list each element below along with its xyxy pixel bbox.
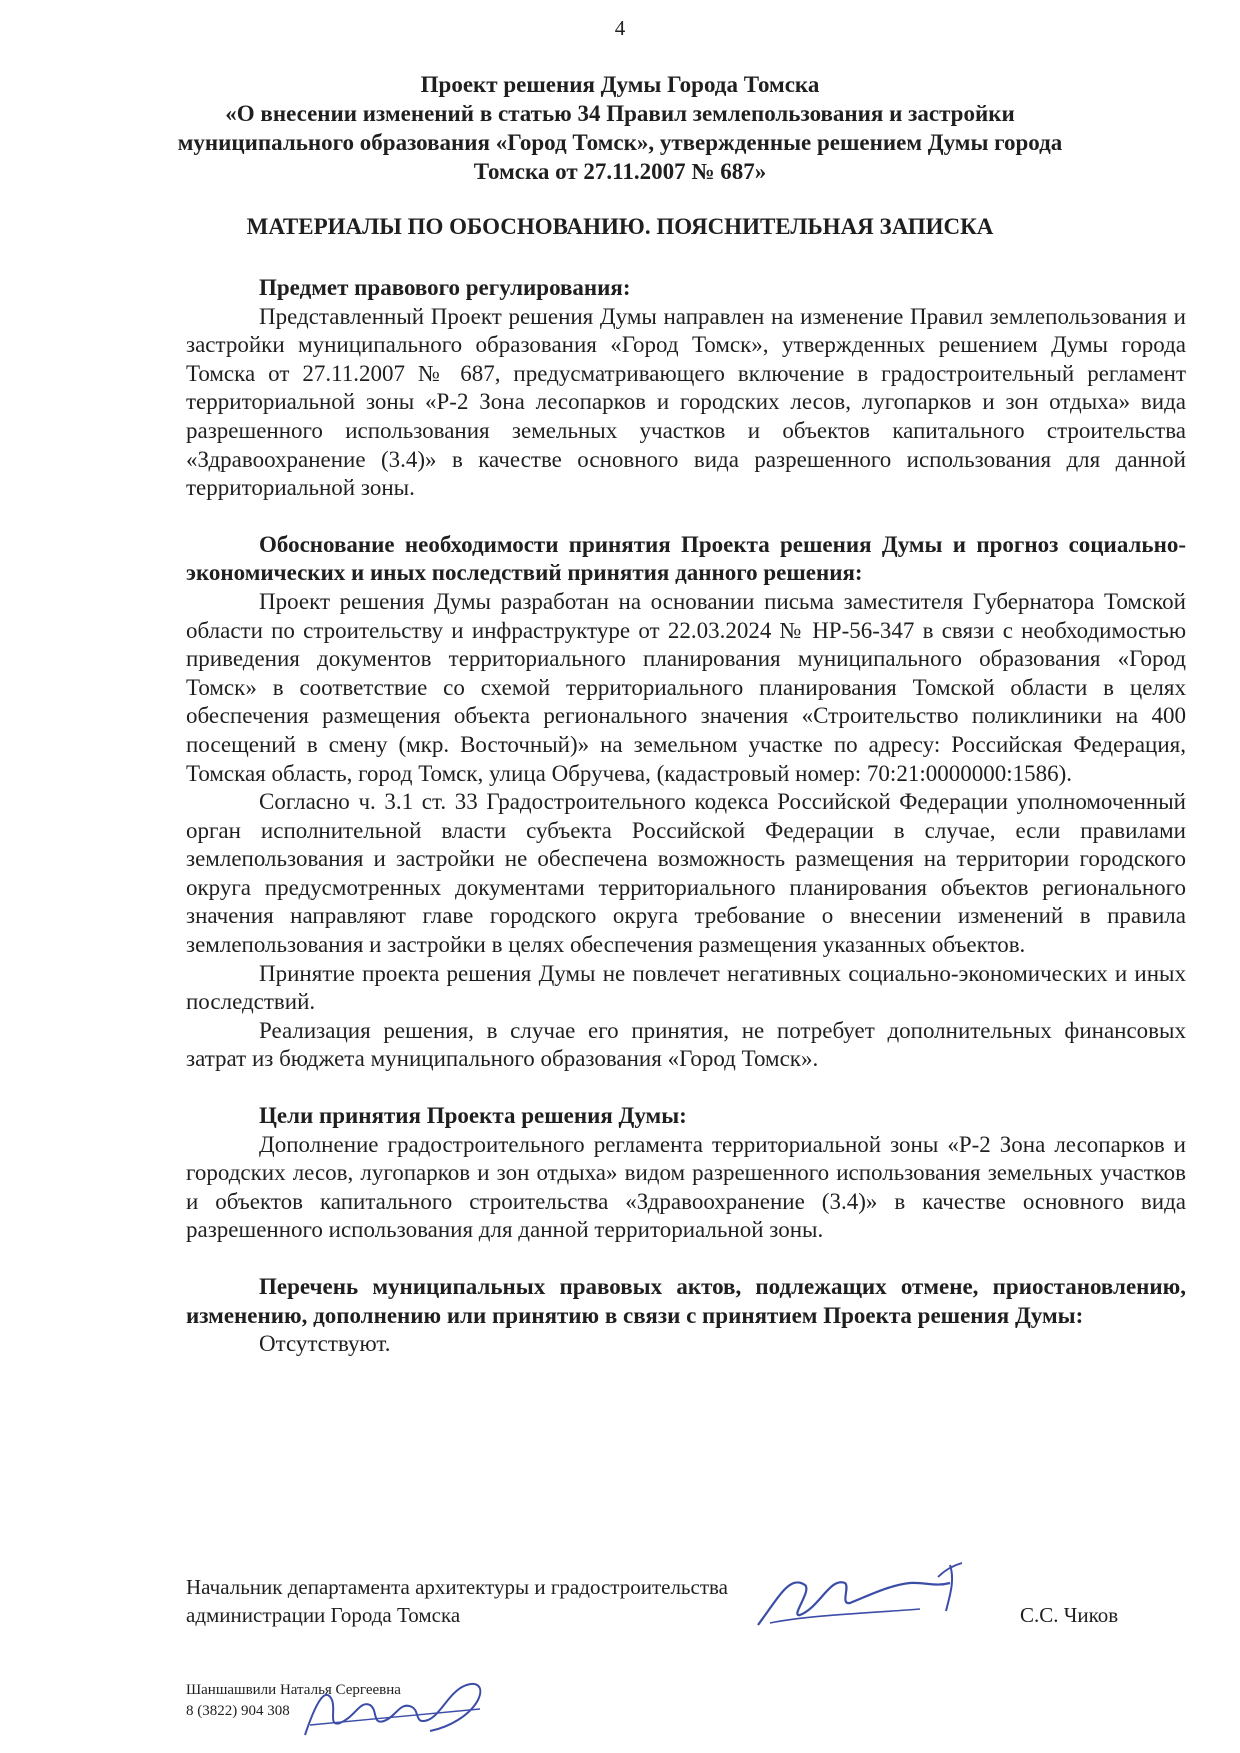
section-justification xyxy=(186,531,1186,1074)
executor-signature-icon xyxy=(300,1665,490,1745)
section-acts-list-paragraph: Отсутствуют. xyxy=(259,1331,391,1357)
section-acts-list xyxy=(186,1273,1186,1359)
signature-block xyxy=(186,1573,1186,1629)
document-title-line1: Проект решения Думы Города Томска xyxy=(420,72,820,97)
section-justification-paragraph-3: Принятие проекта решения Думы не повлечет негативных социально-экономических и иных последствий. xyxy=(186,960,1186,1015)
document-body xyxy=(186,274,1186,1359)
section-subject xyxy=(186,274,1186,503)
executor-phone: 8 (3822) 904 308 xyxy=(186,1703,290,1719)
section-justification-paragraph-1: Проект решения Думы разработан на основании письма заместителя Губернатора Томской области по строительству и инфраструктуре от 22.03.2024 № НР-56-347 в связи с необходимостью приведения документов территориального планирования муниципального образования «Город Томск» в соответствие со схемой территориального планирования Томской области в целях обеспечения размещения объекта регионального значения «Строительство поликлиники на 400 посещений в смену (мкр. Восточный)» на земельном участке по адресу: Российская Федерация, Томская область, город Томск, улица Обручева, (кадастровый номер: 70:21:0000000:1586). xyxy=(186,588,1186,786)
section-justification-heading: Обоснование необходимости принятия Проекта решения Думы и прогноз социально-экономических и иных последствий принятия данного решения: xyxy=(186,531,1186,586)
executor-name: Шаншашвили Наталья Сергеевна xyxy=(186,1682,401,1698)
section-acts-list-heading: Перечень муниципальных правовых актов, подлежащих отмене, приостановлению, изменению, дополнению или принятию в связи с принятием Проекта решения Думы: xyxy=(186,1274,1186,1328)
signer-position: Начальник департамента архитектуры и градостроительства администрации Города Томска xyxy=(186,1575,728,1627)
materials-heading: МАТЕРИАЛЫ ПО ОБОСНОВАНИЮ. ПОЯСНИТЕЛЬНАЯ ЗАПИСКА xyxy=(246,214,994,239)
document-title xyxy=(170,70,1070,186)
section-goals-paragraph: Дополнение градостроительного регламента территориальной зоны «Р-2 Зона лесопарков и городских лесов, лугопарков и зон отдыха» видом разрешенного использования земельных участков и объектов капитального строительства «Здравоохранение (3.4)» в качестве основного вида разрешенного использования для данной территориальной зоны. xyxy=(186,1131,1186,1243)
section-goals-heading: Цели принятия Проекта решения Думы: xyxy=(259,1103,687,1129)
page-number: 4 xyxy=(614,16,626,40)
section-justification-paragraph-4: Реализация решения, в случае его принятия, не потребует дополнительных финансовых затрат из бюджета муниципального образования «Город Томск». xyxy=(186,1017,1186,1072)
section-subject-paragraph: Представленный Проект решения Думы направлен на изменение Правил землепользования и застройки муниципального образования «Город Томск», утвержденных решением Думы города Томска от 27.11.2007 № 687, предусматривающего включение в градостроительный регламент территориальной зоны «Р-2 Зона лесопарков и городских лесов, лугопарков и зон отдыха» вида разрешенного использования земельных участков и объектов капитального строительства «Здравоохранение (3.4)» в качестве основного вида разрешенного использования для данной территориальной зоны. xyxy=(186,303,1186,501)
section-justification-paragraph-2: Согласно ч. 3.1 ст. 33 Градостроительного кодекса Российской Федерации уполномоченный орган исполнительной власти субъекта Российской Федерации в случае, если правилами землепользования и застройки не обеспечена возможность размещения на территории городского округа предусмотренных документами территориального планирования объектов регионального значения направляют главе городского округа требование о внесении изменений в правила землепользования и застройки в целях обеспечения размещения указанных объектов. xyxy=(186,789,1186,958)
section-goals xyxy=(186,1102,1186,1245)
document-title-line2: «О внесении изменений в статью 34 Правил землепользования и застройки муниципального образования «Город Томск», утвержденные решением Думы города Томска от 27.11.2007 № 687» xyxy=(177,101,1063,184)
signer-name: С.С. Чиков xyxy=(1020,1603,1119,1627)
section-subject-heading: Предмет правового регулирования: xyxy=(259,275,631,300)
handwritten-signature-icon xyxy=(750,1555,990,1635)
